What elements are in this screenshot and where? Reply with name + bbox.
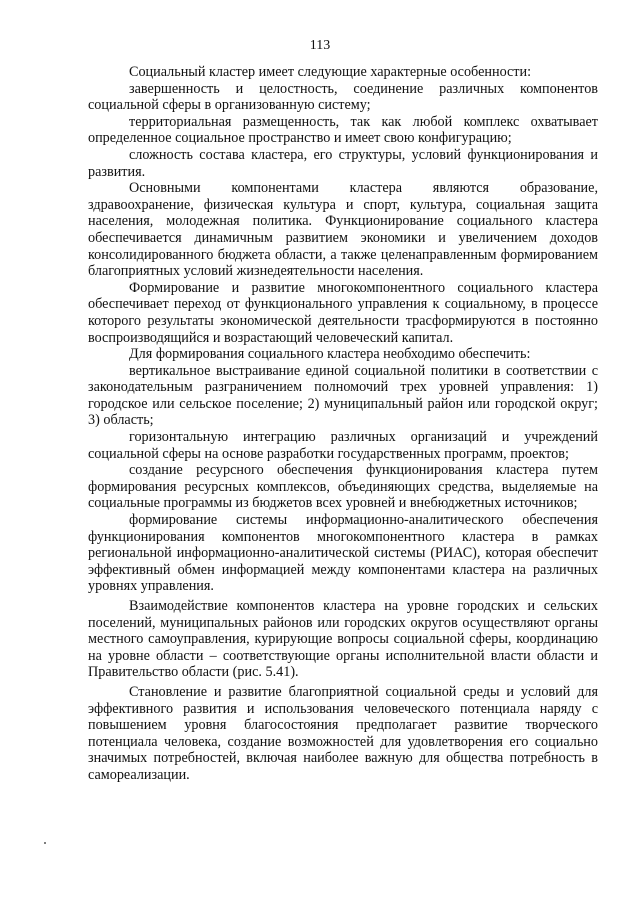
paragraph-5: Основными компонентами кластера являются образование, здравоохранение, физическая культура и спорт, культура, социальная защита населения, молодежная политика. Функционирование социального кластера обеспечивается динамичным развитием экономики и увеличением доходов консолидированного бюджета области, а также целенаправленным формированием благоприятных условий жизнедеятельности населения. [88,180,598,280]
paragraph-10: создание ресурсного обеспечения функционирования кластера путем формирования ресурсных комплексов, объединяющих средства, выделяемые на социальные программы из бюджетов всех уровней и внебюджетных источников; [88,462,598,512]
page-number: 113 [309,38,331,53]
paragraph-12: Взаимодействие компонентов кластера на уровне городских и сельских поселений, муниципальных районов или городских округов осуществляют органы местного самоуправления, курирующие вопросы социальной сферы, координацию на уровне области – соответствующие органы исполнительной власти области и Правительство области (рис. 5.41). [88,598,598,681]
paragraph-9: горизонтальную интеграцию различных организаций и учреждений социальной сферы на основе разработки государственных программ, проектов; [88,429,598,462]
paragraph-13: Становление и развитие благоприятной социальной среды и условий для эффективного развития и использования человеческого потенциала наряду с повышением уровня благосостояния предполагает развитие творческого потенциала человека, создание возможностей для удовлетворения его социально значимых потребностей, включая наиболее важную для общества потребность в самореализации. [88,683,598,783]
paragraph-11: формирование системы информационно-аналитического обеспечения функционирования компонентов многокомпонентного кластера в рамках региональной информационно-аналитической системы (РИАС), которая обеспечит эффективный обмен информацией между компонентами кластера на различных уровнях управления. [88,512,598,595]
paragraph-1: Социальный кластер имеет следующие характерные особенности: [129,64,532,80]
paragraph-4: сложность состава кластера, его структуры, условий функционирования и развития. [88,146,598,180]
scan-speck [44,842,46,844]
paragraph-6: Формирование и развитие многокомпонентного социального кластера обеспечивает переход от функционального управления к социальному, в процессе которого результаты экономической деятельности трасформируются в постоянно воспроизводящийся и возрастающий человеческий капитал. [88,279,598,346]
paragraph-3: территориальная размещенность, так как любой комплекс охватывает определенное социальное пространство и имеет свою конфигурацию; [88,113,598,147]
body-text [88,64,598,784]
paragraph-2: завершенность и целостность, соединение различных компонентов социальной сферы в организованную систему; [88,80,598,114]
paragraph-8: вертикальное выстраивание единой социальной политики в соответствии с законодательным разграничением полномочий трех уровней управления: 1) городское или сельское поселение; 2) муниципальный район или городской округ; 3) область; [88,362,598,429]
paragraph-7: Для формирования социального кластера необходимо обеспечить: [129,346,531,363]
